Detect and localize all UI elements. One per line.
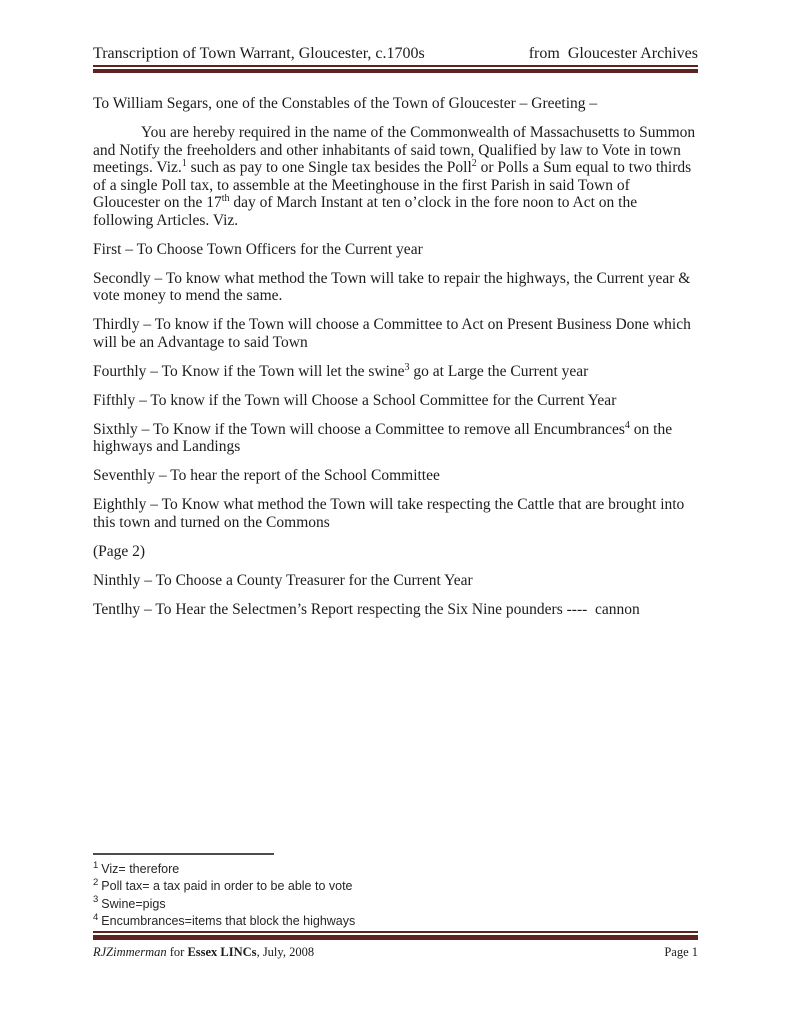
footnote-3-number: 3 <box>93 894 99 906</box>
footer-rule <box>93 931 698 940</box>
footnote-1-number: 1 <box>93 859 99 871</box>
footnote-separator <box>93 853 274 855</box>
footer-organization: Essex LINCs <box>187 945 257 959</box>
footer-author: RJZimmerman <box>93 945 167 959</box>
footnote-3-text: Swine=pigs <box>101 896 166 911</box>
salutation: To William Segars, one of the Constables of the Town of Gloucester – Greeting – <box>93 95 598 112</box>
footnote-3 <box>93 896 698 913</box>
article-ninthly: Ninthly – To Choose a County Treasurer for the Current Year <box>93 571 473 589</box>
footnote-1-text: Viz= therefore <box>101 862 180 876</box>
footnote-2-number: 2 <box>93 877 99 889</box>
footnote-4 <box>93 913 698 930</box>
footnote-1 <box>93 861 698 878</box>
article-fourthly: Fourthly – To Know if the Town will let the swine$^3$ go at Large the Current year <box>93 361 589 380</box>
header-title: Transcription of Town Warrant, Gloucester, c.1700s <box>93 45 425 62</box>
page-footer <box>0 931 791 960</box>
document-body <box>0 73 791 618</box>
article-eighthly: Eighthly – To Know what method the Town will take respecting the Cattle that are brought into this town and turned on the Commons <box>93 496 689 531</box>
footer-rule-thick-line <box>93 935 698 940</box>
footnote-reference: 3 <box>404 361 410 373</box>
intro-paragraph: You are hereby required in the name of the Commonwealth of Massachusetts to Summon and Notify the freeholders and other inhabitants of said town, Qualified by law to Vote in town meetings. Viz.$^1$ such as pay to one Single tax besides the Poll$^2$ or Polls a Sum equal to two thirds of a single Poll tax, to assemble at the Meetinghouse in the first Parish in said Town of Gloucester on the 17th day of March Instant at ten o’clock in the fore noon to Act on the following Articles. Viz. <box>93 124 700 229</box>
footnote-reference: 2 <box>471 157 477 169</box>
header-source: from Gloucester Archives <box>528 45 698 62</box>
page-2-note: (Page 2) <box>93 542 146 560</box>
footer-credit <box>93 945 314 960</box>
footer-row <box>93 945 698 960</box>
footnotes-section <box>93 853 698 930</box>
article-thirdly: Thirdly – To know if the Town will choose a Committee to Act on Present Business Done which will be an Advantage to said Town <box>93 316 695 351</box>
article-seventhly: Seventhly – To hear the report of the School Committee <box>93 467 440 484</box>
article-tenthly: Tentlhy – To Hear the Selectmen’s Report respecting the Six Nine pounders ---- cannon <box>93 600 640 618</box>
header-rule <box>93 65 698 73</box>
footnote-reference: th <box>221 192 230 204</box>
footnote-2 <box>93 878 698 895</box>
article-sixthly: Sixthly – To Know if the Town will choose a Committee to remove all Encumbrances$^4$ on the highways and Landings <box>93 419 676 455</box>
footnote-reference: 4 <box>624 419 630 431</box>
header-row <box>93 44 698 63</box>
page-header <box>0 0 791 73</box>
page-number: Page 1 <box>664 945 698 959</box>
article-first: First – To Choose Town Officers for the Current year <box>93 240 423 258</box>
article-secondly: Secondly – To know what method the Town will take to repair the highways, the Current year & vote money to mend the same. <box>93 269 695 304</box>
footnote-4-number: 4 <box>93 911 99 923</box>
footnote-2-text: Poll tax= a tax paid in order to be able to vote <box>101 879 353 894</box>
footer-for-text: for <box>166 945 188 959</box>
footnote-reference: 1 <box>181 157 187 169</box>
article-fifthly: Fifthly – To know if the Town will Choose a School Committee for the Current Year <box>93 391 617 409</box>
footer-date: , July, 2008 <box>256 945 315 959</box>
footnote-4-text: Encumbrances=items that block the highways <box>101 913 356 928</box>
